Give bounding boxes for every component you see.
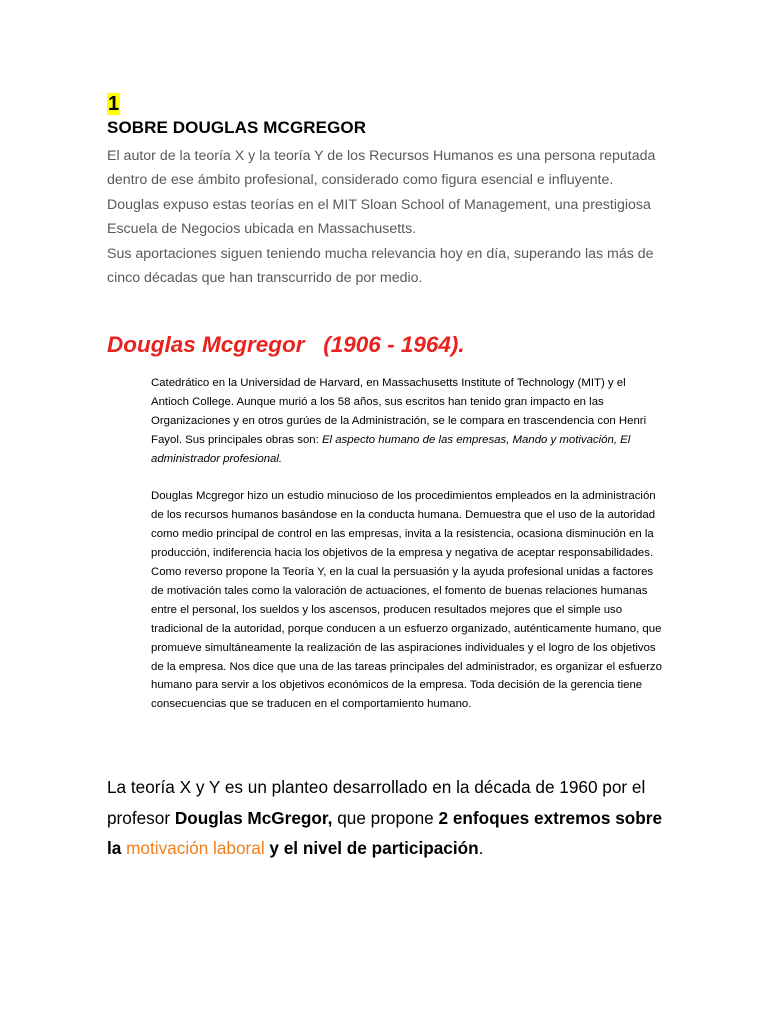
intro-paragraph: Douglas expuso estas teorías en el MIT Sloan School of Management, una prestigiosa Escuela de Negocios ubicada en Massachusetts. <box>107 196 651 238</box>
theory-summary <box>107 772 667 864</box>
summary-text: La teoría X y Y es un planteo desarrollado en la década de 1960 por el profesor <box>107 777 646 828</box>
bio-works-italic: El aspecto humano de las empresas, Mando y motivación, El administrador profesional. <box>151 433 631 465</box>
summary-text: que propone <box>332 807 439 828</box>
summary-author: Douglas McGregor, <box>174 807 333 828</box>
motivation-link[interactable]: motivación laboral <box>126 838 265 858</box>
bio-paragraph-2: Douglas Mcgregor hizo un estudio minucioso de los procedimientos empleados en la administración de los recursos humanos basándose en la conducta humana. Demuestra que el uso de la autoridad como medio principal de control en las empresas, invita a la resistencia, ocasiona disminución en la producción, indiferencia hacia los objetivos de la empresa y negativa de aceptar responsabilidades. Como reverso propone la Teoría Y, en la cual la persuasión y la ayuda profesional unidas a factores de motivación tales como la valoración de actuaciones, el fomento de buenas relaciones humanas entre el personal, los sueldos y los ascensos, producen resultados mejores que el simple uso tradicional de la autoridad, porque conducen a un esfuerzo organizado, auténticamente humano, que promueve simultáneamente la realización de las aspiraciones individuales y el logro de los objetivos de la empresa. Nos dice que una de las tareas principales del administrador, es organizar el esfuerzo humano para servir a los objetivos económicos de la empresa. Toda decisión de la gerencia tiene consecuencias que se traducen en el comportamiento humano. <box>151 490 662 711</box>
section-number: 1 <box>108 93 120 115</box>
intro-text <box>107 144 667 290</box>
intro-paragraph: Sus aportaciones siguen teniendo mucha relevancia hoy en día, superando las más de cinco décadas que han transcurrido de por medio. <box>107 245 654 287</box>
name-dates-title: Douglas Mcgregor (1906 - 1964). <box>107 332 465 357</box>
summary-bold: y el nivel de participación <box>264 838 479 858</box>
bio-text: Catedrático en la Universidad de Harvard, en Massachusetts Institute of Technology (MIT) y el Antioch College. Aunque murió a los 58 años, sus escritos han tenido gran impacto en las Organizaciones y en otros gurúes de la Administración, se le compara en trascendencia con Henri Fayol. Sus principales obras son: <box>151 377 647 446</box>
biography-block <box>151 374 663 714</box>
intro-paragraph: El autor de la teoría X y la teoría Y de los Recursos Humanos es una persona reputada dentro de ese ámbito profesional, considerado como figura esencial e influyente. <box>107 148 656 189</box>
summary-end: . <box>478 838 484 858</box>
paragraph-gap <box>151 469 663 488</box>
section-heading: SOBRE DOUGLAS MCGREGOR <box>107 118 367 137</box>
summary-bold: 2 enfoques extremos sobre la <box>107 807 663 858</box>
bio-paragraph-1 <box>151 374 663 469</box>
